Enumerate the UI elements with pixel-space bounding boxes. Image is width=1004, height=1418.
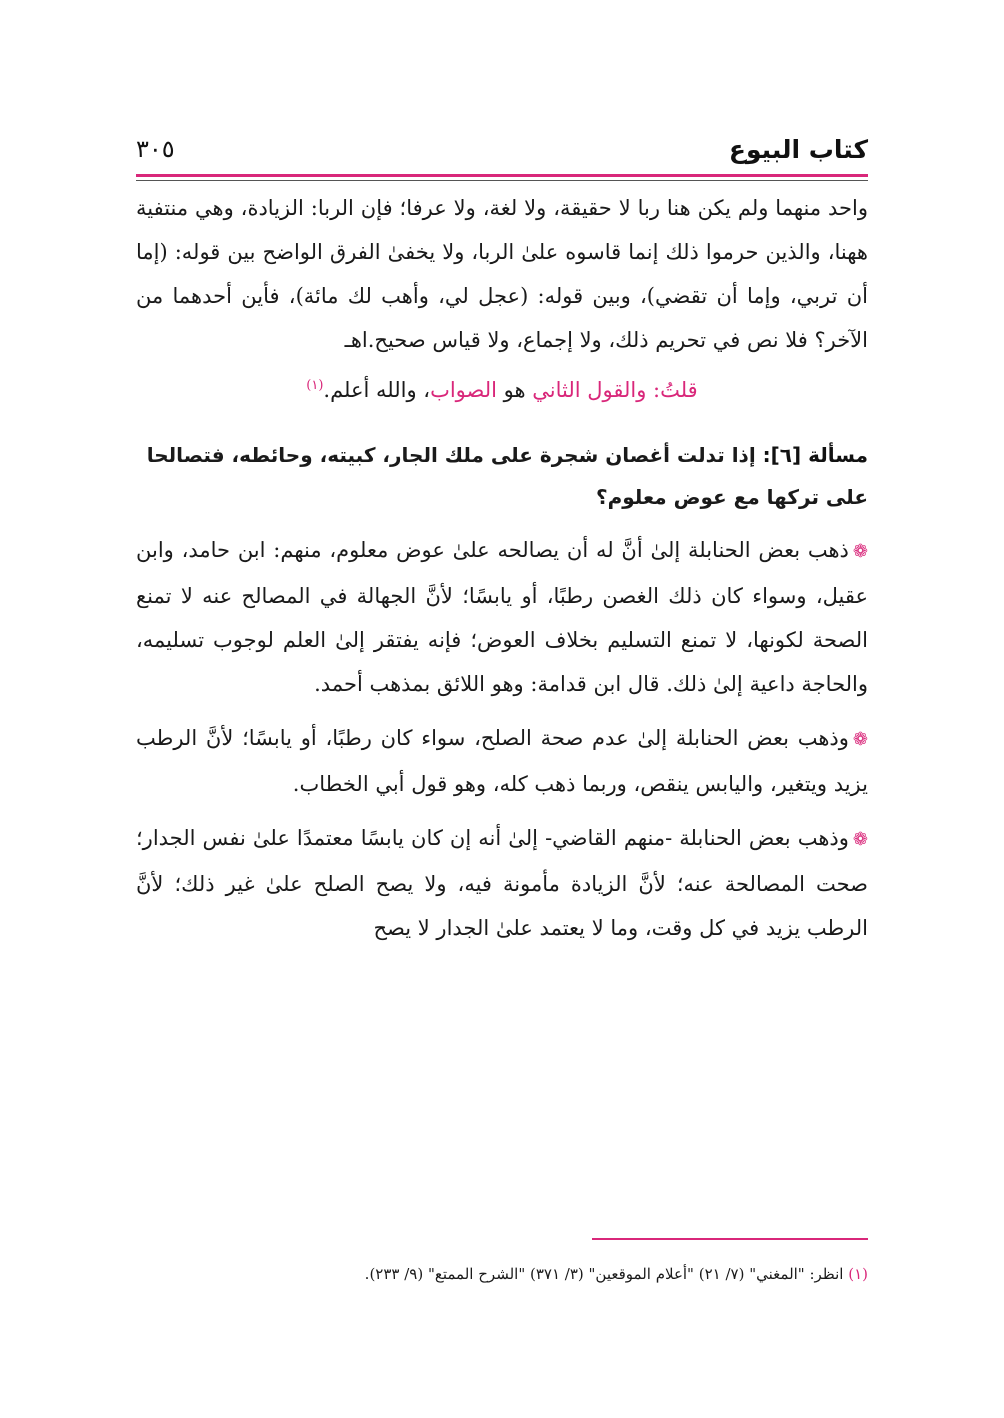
flower-bullet-icon: ❁ <box>852 541 868 562</box>
opinion-text: ذهب بعض الحنابلة إلىٰ أنَّ له أن يصالحه علىٰ عوض معلوم، منهم: ابن حامد، وابن عقيل، وسواء كان ذلك الغصن رطبًا، أو يابسًا؛ لأنَّ الجهالة في المصالح عنه لا تمنع الصحة لكونها، لا تمنع التسليم بخلاف العوض؛ فإنه يفتقر إلىٰ العلم لوجوب تسليمه، والحاجة داعية إلىٰ ذلك. قال ابن قدامة: وهو اللائق بمذهب أحمد. <box>136 538 868 696</box>
header-rule <box>136 180 868 181</box>
footnote-number: (١) <box>848 1265 868 1283</box>
opinion-paragraph <box>136 528 868 706</box>
note-highlight: الصواب <box>430 378 497 402</box>
footnote <box>136 1262 868 1286</box>
footnote-text: انظر: "المغني" (٧/ ٢١) "أعلام الموقعين" (٣/ ٣٧١) "الشرح الممتع" (٩/ ٢٣٣). <box>364 1265 849 1283</box>
page-body <box>136 186 868 950</box>
note-suffix: ، والله أعلم. <box>323 378 431 402</box>
opinion-paragraph <box>136 716 868 806</box>
issue-heading <box>136 434 868 518</box>
author-note <box>136 364 868 412</box>
page-header <box>136 126 868 172</box>
page-number: ٣٠٥ <box>136 135 175 163</box>
issue-text: إذا تدلت أغصان شجرة على ملك الجار، كبيته، وحائطه، فتصالحا على تركها مع عوض معلوم؟ <box>146 443 868 509</box>
opinion-text: وذهب بعض الحنابلة إلىٰ عدم صحة الصلح، سواء كان رطبًا، أو يابسًا؛ لأنَّ الرطب يزيد ويتغير، واليابس ينقص، وربما ذهب كله، وهو قول أبي الخطاب. <box>136 726 868 796</box>
flower-bullet-icon: ❁ <box>852 829 868 850</box>
flower-bullet-icon: ❁ <box>852 729 868 750</box>
note-middle: هو <box>496 378 533 402</box>
opinion-text: وذهب بعض الحنابلة -منهم القاضي- إلىٰ أنه إن كان يابسًا معتمدًا علىٰ نفس الجدار؛ صحت المصالحة عنه؛ لأنَّ الزيادة مأمونة فيه، ولا يصح الصلح علىٰ غير ذلك؛ لأنَّ الرطب يزيد في كل وقت، وما لا يعتمد علىٰ الجدار لا يصح <box>136 826 868 940</box>
footnote-reference: (١) <box>306 378 324 393</box>
note-prefix: قلتُ: والقول الثاني <box>532 378 698 402</box>
book-title: كتاب البيوع <box>728 134 868 164</box>
issue-label: مسألة [٦]: <box>762 443 868 467</box>
footnote-divider <box>592 1238 868 1240</box>
body-paragraph: واحد منهما ولم يكن هنا ربا لا حقيقة، ولا لغة، ولا عرفا؛ فإن الربا: الزيادة، وهي منتفية ههنا، والذين حرموا ذلك إنما قاسوه علىٰ الربا، ولا يخفىٰ الفرق الواضح بين قوله: (إما أن تربي، وإما أن تقضي)، وبين قوله: (عجل لي، وأهب لك مائة)، فأين أحدهما من الآخر؟ فلا نص في تحريم ذلك، ولا إجماع، ولا قياس صحيح.اهـ <box>136 196 868 352</box>
opinion-paragraph <box>136 816 868 950</box>
header-rule-accent <box>136 174 868 177</box>
